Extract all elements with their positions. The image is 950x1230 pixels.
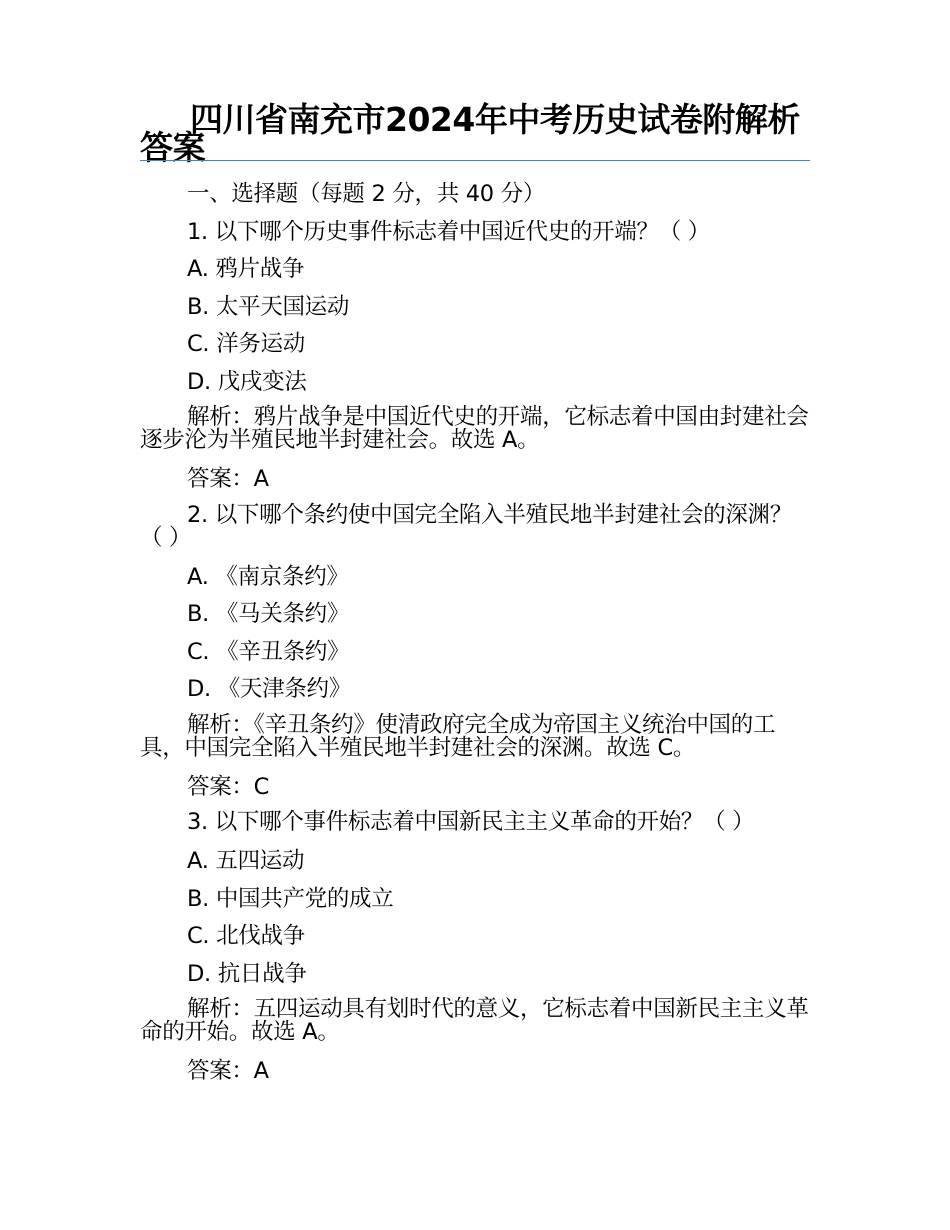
option-a: A. 鸦片战争 <box>187 256 305 282</box>
question-block <box>140 214 810 499</box>
title-underline <box>140 160 810 161</box>
analysis-text: 解析：鸦片战争是中国近代史的开端，它标志着中国由封建社会逐步沦为半殖民地半封建社会。故选 A。 <box>140 404 809 453</box>
analysis-text: 解析：《辛丑条约》使清政府完全成为帝国主义统治中国的工具，中国完全陷入半殖民地半封建社会的深渊。故选 C。 <box>140 711 776 761</box>
answer-text: 答案：C <box>187 773 270 800</box>
answer-text: 答案：A <box>187 1058 269 1084</box>
document-title: 四川省南充市2024年中考历史试卷附解析答案 <box>140 100 800 167</box>
option-b: B. 《马关条约》 <box>187 601 350 627</box>
question-block <box>140 806 810 1091</box>
option-a: A. 《南京条约》 <box>187 563 349 590</box>
question-stem: 2. 以下哪个条约使中国完全陷入半殖民地半封建社会的深渊？（ ） <box>140 501 792 551</box>
question-block <box>140 499 810 807</box>
section-heading: 一、选择题（每题 2 分，共 40 分） <box>187 181 546 207</box>
question-stem: 1. 以下哪个历史事件标志着中国近代史的开端？（ ） <box>187 218 710 245</box>
document-body <box>140 176 810 1091</box>
option-c: C. 《辛丑条约》 <box>187 638 350 665</box>
option-d: D. 《天津条约》 <box>187 676 351 702</box>
analysis-text: 解析：五四运动具有划时代的意义，它标志着中国新民主主义革命的开始。故选 A。 <box>140 996 809 1045</box>
option-c: C. 洋务运动 <box>187 331 305 357</box>
option-b: B. 中国共产党的成立 <box>187 885 394 912</box>
option-d: D. 抗日战争 <box>187 960 307 987</box>
option-d: D. 戊戌变法 <box>187 368 307 395</box>
option-c: C. 北伐战争 <box>187 923 305 949</box>
question-stem: 3. 以下哪个事件标志着中国新民主主义革命的开始？（ ） <box>187 809 755 835</box>
answer-text: 答案：A <box>187 466 269 492</box>
option-a: A. 五四运动 <box>187 848 305 874</box>
option-b: B. 太平天国运动 <box>187 293 350 320</box>
